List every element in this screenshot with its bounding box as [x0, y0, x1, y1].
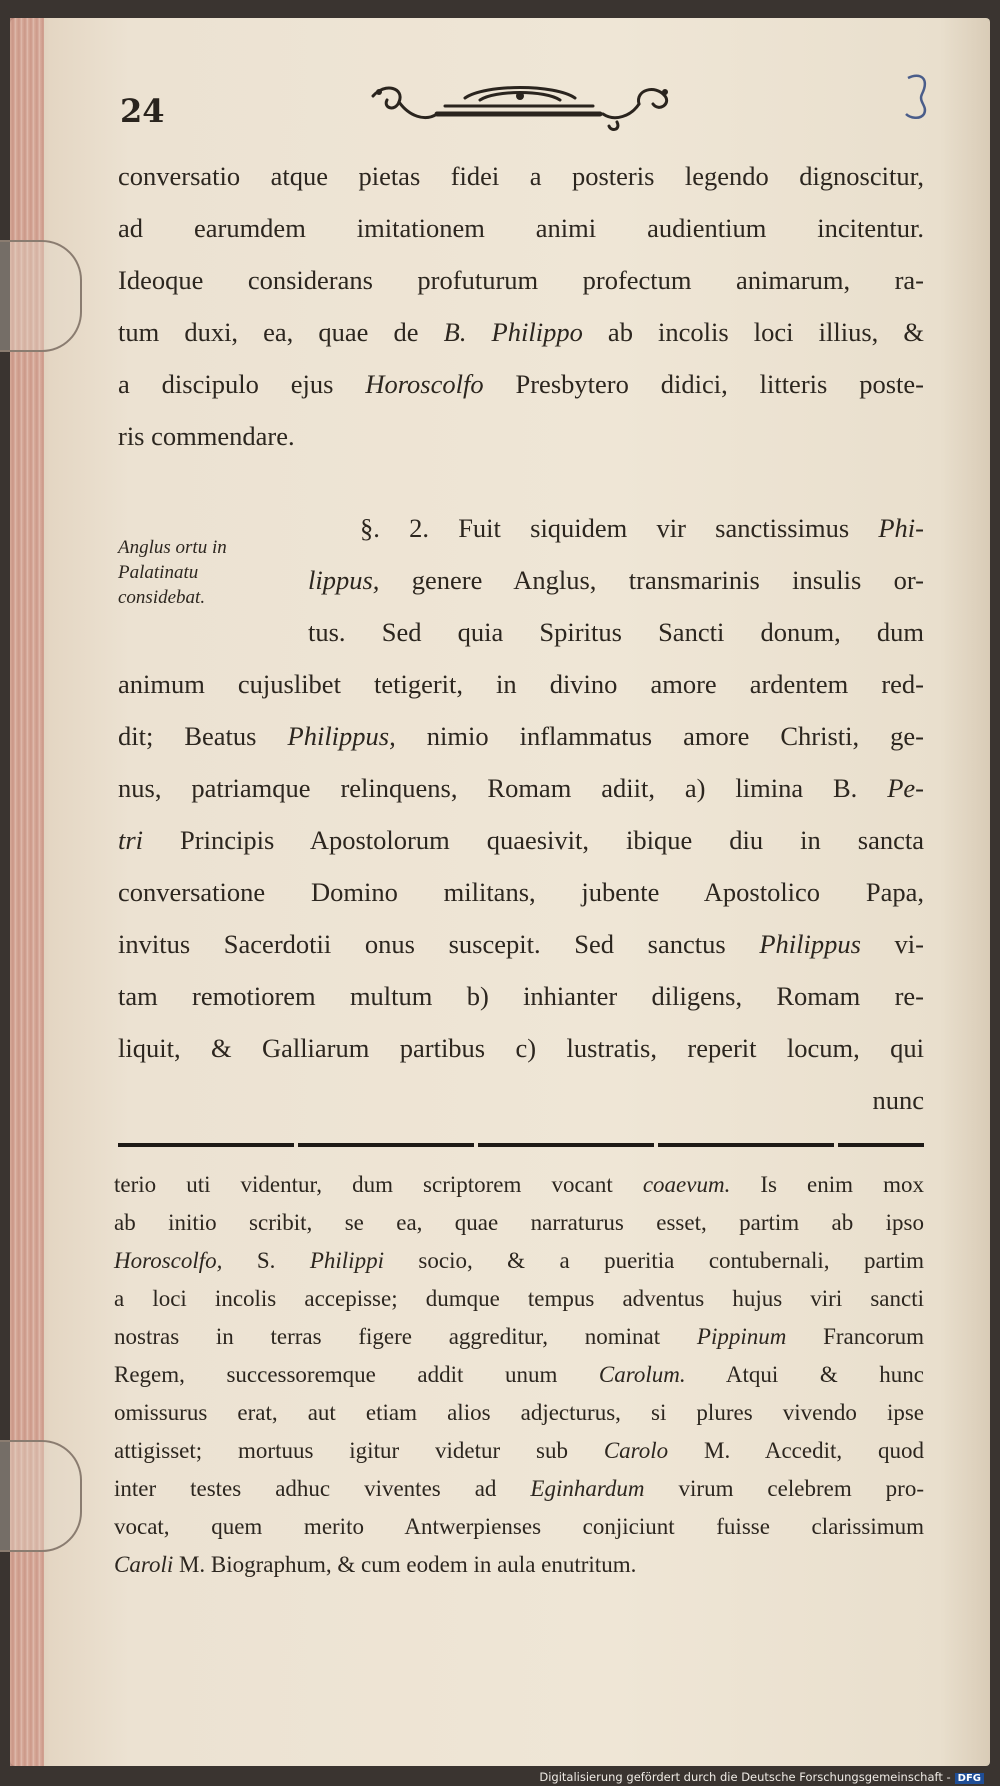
margin-note-line: Anglus ortu in [118, 537, 227, 558]
italic-text: Horoscolfo, [114, 1248, 223, 1273]
pencil-mark-icon [900, 72, 940, 122]
italic-text: Horoscolfo [365, 369, 484, 399]
italic-text: Pe- [887, 773, 924, 803]
italic-text: Eginhardum [530, 1476, 645, 1501]
text-line: liquit, & Galliarum partibus c) lustratis, reperit locum, qui [118, 1033, 924, 1063]
paragraph-1 [118, 150, 924, 462]
text-line: tam remotiorem multum b) inhianter diligens, Romam re- [118, 981, 924, 1011]
italic-text: Carolo [603, 1438, 669, 1463]
text-line: animum cujuslibet tetigerit, in divino amore ardentem red- [118, 669, 924, 699]
paragraph-2 [118, 658, 924, 1074]
italic-text: Phi- [878, 513, 924, 543]
text-line: a discipulo ejus Horoscolfo Presbytero didici, litteris poste- [118, 369, 924, 399]
text-line: conversatio atque pietas fidei a posteris legendo dignoscitur, [118, 161, 924, 191]
footer-text: Digitalisierung gefördert durch die Deutsche Forschungsgemeinschaft - [539, 1770, 951, 1784]
page-clip-bottom [0, 1440, 82, 1552]
italic-text: lippus, [308, 565, 380, 595]
dfg-logo: DFG [955, 1773, 984, 1784]
footnote-line: nostras in terras figere aggreditur, nominat Pippinum Francorum [114, 1324, 924, 1349]
italic-text: Philippi [309, 1248, 384, 1273]
margin-note [118, 535, 227, 610]
text-line: §. 2. Fuit siquidem vir sanctissimus Phi- [360, 513, 924, 543]
italic-text: tri [118, 825, 144, 855]
footnote-line: Regem, successoremque addit unum Carolum. Atqui & hunc [114, 1362, 924, 1387]
text-line: ad earumdem imitationem animi audientium incitentur. [118, 213, 924, 243]
footnote-line: attigisset; mortuus igitur videtur sub Carolo M. Accedit, quod [114, 1438, 924, 1463]
footnote-line: a loci incolis accepisse; dumque tempus adventus hujus viri sancti [114, 1286, 924, 1311]
text-line: dit; Beatus Philippus, nimio inflammatus amore Christi, ge- [118, 721, 924, 751]
text-line: tus. Sed quia Spiritus Sancti donum, dum [308, 617, 924, 647]
digitization-footer [539, 1770, 984, 1784]
margin-note-line: Palatinatu [118, 562, 199, 583]
text-line: ris commendare. [118, 421, 295, 451]
footnote-line: ab initio scribit, se ea, quae narraturus esset, partim ab ipso [114, 1210, 924, 1235]
section-lines-indented [308, 554, 924, 658]
section-heading-lines [360, 502, 924, 554]
text-line: Ideoque considerans profuturum profectum animarum, ra- [118, 265, 924, 295]
page-number: 24 [120, 92, 165, 130]
text-line: tri Principis Apostolorum quaesivit, ibique diu in sancta [118, 825, 924, 855]
text-line: invitus Sacerdotii onus suscepit. Sed sanctus Philippus vi- [118, 929, 924, 959]
page-clip-top [0, 240, 82, 352]
text-line: conversatione Domino militans, jubente Apostolico Papa, [118, 877, 924, 907]
footnote-line: vocat, quem merito Antwerpienses conjiciunt fuisse clarissimum [114, 1514, 924, 1539]
text-line: tum duxi, ea, quae de B. Philippo ab incolis loci illius, & [118, 317, 924, 347]
footnote-line: inter testes adhuc viventes ad Eginhardum virum celebrem pro- [114, 1476, 924, 1501]
footnotes [114, 1166, 924, 1584]
catchword-row [118, 1074, 924, 1126]
catchword: nunc [872, 1085, 924, 1115]
text-line: lippus, genere Anglus, transmarinis insulis or- [308, 565, 924, 595]
text-line: nus, patriamque relinquens, Romam adiit, a) limina B. Pe- [118, 773, 924, 803]
italic-text: Philippus, [287, 721, 396, 751]
italic-text: coaevum. [642, 1172, 731, 1197]
footnote-line: Horoscolfo, S. Philippi socio, & a pueritia contubernali, partim [114, 1248, 925, 1273]
margin-note-line: considebat. [118, 587, 206, 608]
footnote-line: Caroli M. Biographum, & cum eodem in aula enutritum. [114, 1552, 637, 1577]
italic-text: Pippinum [696, 1324, 787, 1349]
footnote-line: terio uti videntur, dum scriptorem vocant coaevum. Is enim mox [114, 1172, 924, 1197]
italic-text: Philippus [759, 929, 861, 959]
ornament-icon [365, 78, 675, 134]
italic-text: B. Philippo [443, 317, 583, 347]
italic-text: Caroli [114, 1552, 174, 1577]
footnote-line: omissurus erat, aut etiam alios adjecturus, si plures vivendo ipse [114, 1400, 924, 1425]
footnote-rule [118, 1143, 924, 1147]
italic-text: Carolum. [598, 1362, 686, 1387]
